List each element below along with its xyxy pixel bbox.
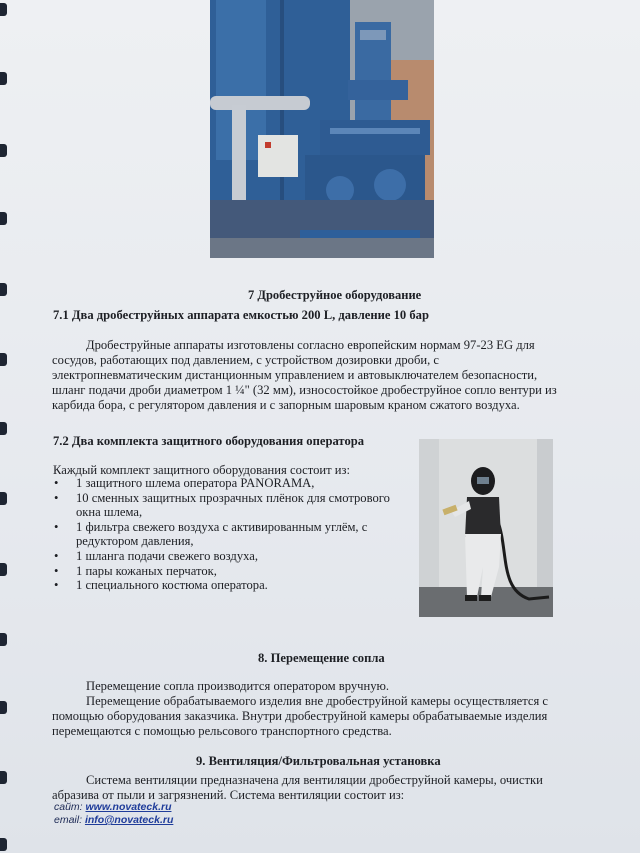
paragraph-line: Система вентиляции предназначена для вентиляции дробеструйной камеры, очистки <box>86 773 543 787</box>
site-link[interactable]: www.novateck.ru <box>85 801 172 813</box>
section-8-paragraph <box>52 679 548 739</box>
email-label: email: <box>54 814 83 826</box>
section-7-2-intro: Каждый комплект защитного оборудования состоит из: <box>53 463 351 477</box>
list-item: • 1 пары кожаных перчаток, <box>52 564 390 579</box>
section-9-paragraph <box>52 773 543 803</box>
paragraph-line: абразива от пыли и загрязнений. Система вентиляции состоит из: <box>52 788 405 802</box>
section-8-title: 8. Перемещение сопла <box>258 651 385 665</box>
paragraph-line: шланг подачи дроби диаметром 1 ¼" (32 мм), износостойкое дробеструйное сопло вентури из <box>52 383 557 397</box>
site-label: сайт: <box>54 801 83 813</box>
paragraph-line: сосудов, работающих под давлением, с устройством дозировки дроби, с <box>52 353 439 367</box>
contacts-footer <box>54 801 173 827</box>
paragraph-line: Перемещение обрабатываемого изделия вне дробеструйной камеры осуществляется с <box>86 694 548 708</box>
list-item: • 1 шланга подачи свежего воздуха, <box>52 549 390 564</box>
list-item-continuation: окна шлема, <box>76 505 143 520</box>
section-9-title: 9. Вентиляция/Фильтровальная установка <box>196 754 441 768</box>
site-row <box>54 801 173 814</box>
list-item: • 1 фильтра свежего воздуха с активированным углём, с <box>52 520 390 535</box>
list-item: • 10 сменных защитных прозрачных плёнок для смотрового <box>52 491 390 506</box>
email-row <box>54 814 173 827</box>
equipment-list <box>52 476 390 593</box>
paragraph-line: Перемещение сопла производится оператором вручную. <box>86 679 390 693</box>
paragraph-line: Дробеструйные аппараты изготовлены согласно европейским нормам 97-23 EG для <box>86 338 535 352</box>
section-7-1-paragraph <box>52 338 572 413</box>
section-7-1-heading: 7.1 Два дробеструйных аппарата емкостью 200 L, давление 10 бар <box>53 308 429 322</box>
paragraph-line: карбида бора, с регулятором давления и с запорным шаровым краном сжатого воздуха. <box>52 398 520 412</box>
section-7-title: 7 Дробеструйное оборудование <box>248 288 422 302</box>
list-item-continuation: редуктором давления, <box>76 534 194 549</box>
paragraph-line: перемещаются с помощью рельсового транспортного средства. <box>52 724 392 738</box>
list-item: • 1 специального костюма оператора. <box>52 578 390 593</box>
operator-photo <box>419 439 553 617</box>
machine-photo <box>210 0 434 258</box>
paragraph-line: помощью оборудования заказчика. Внутри дробеструйной камеры обрабатываемые изделия <box>52 709 548 723</box>
spiral-binding <box>0 0 8 853</box>
list-item: • 1 защитного шлема оператора PANORAMA, <box>52 476 390 491</box>
paragraph-line: электропневматическим дистанционным управлением и автовыключателем безопасности, <box>52 368 538 382</box>
section-7-2-heading: 7.2 Два комплекта защитного оборудования оператора <box>53 434 365 448</box>
email-link[interactable]: info@novateck.ru <box>84 814 174 826</box>
